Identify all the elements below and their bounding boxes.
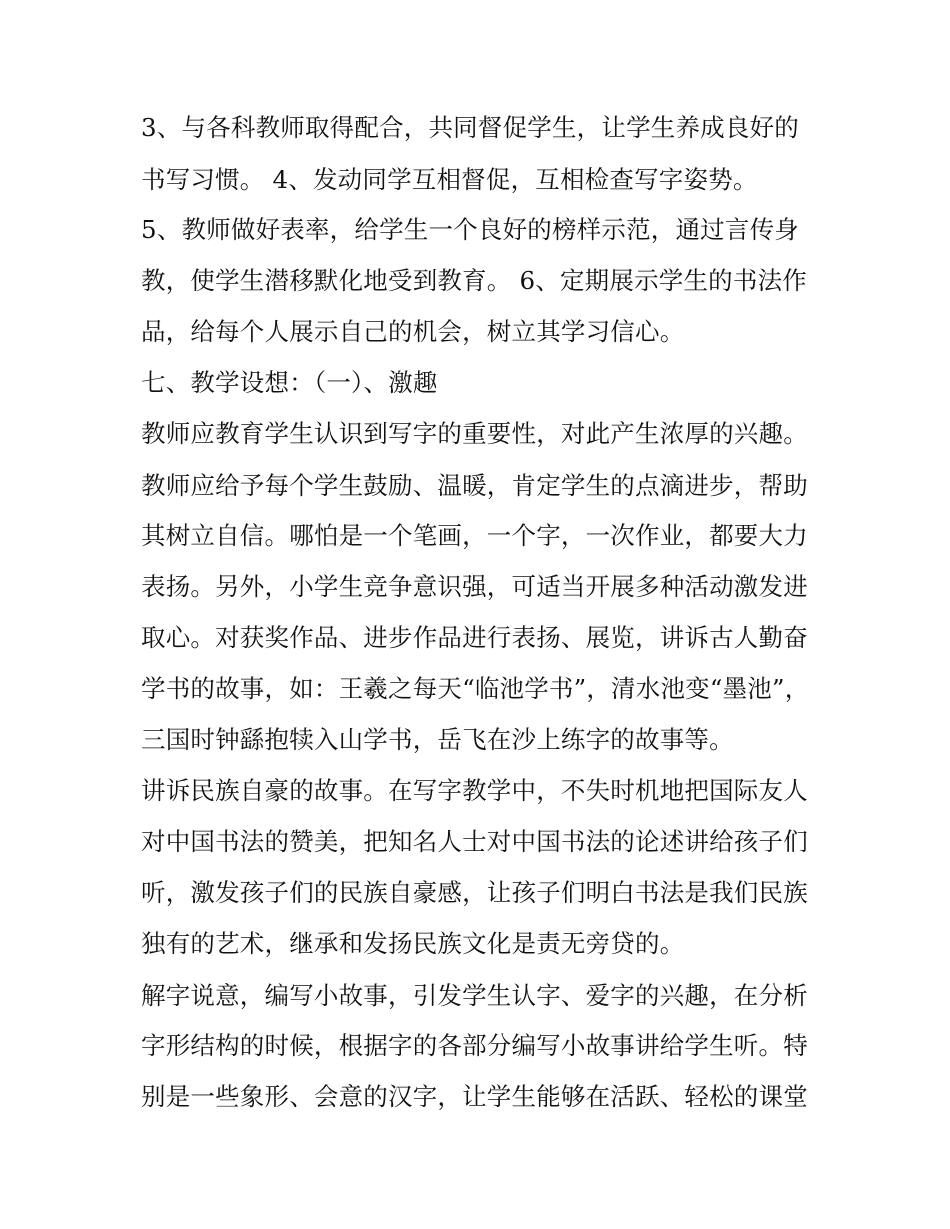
text-line: 学书的故事，如：王羲之每天“临池学书”，清水池变“墨池”， [141,674,810,703]
text-line: 独有的艺术，继承和发扬民族文化是责无旁贷的。 [141,929,685,958]
text-line: 教师应给予每个学生鼓励、温暖，肯定学生的点滴进步，帮助 [141,471,808,500]
text-line: 别是一些象形、会意的汉字，让学生能够在活跃、轻松的课堂 [141,1082,808,1111]
text-line: 品，给每个人展示自己的机会，树立其学习信心。 [141,317,685,346]
text-line: 三国时钟繇抱犊入山学书，岳飞在沙上练字的故事等。 [141,725,734,754]
text-line: 5、教师做好表率，给学生一个良好的榜样示范，通过言传身 [141,215,799,244]
text-line: 取心。对获奖作品、进步作品进行表扬、展览，讲诉古人勤奋 [141,623,808,652]
text-line: 字形结构的时候，根据字的各部分编写小故事讲给学生听。特 [141,1031,808,1060]
text-line: 听，激发孩子们的民族自豪感，让孩子们明白书法是我们民族 [141,878,808,907]
text-line: 对中国书法的赞美，把知名人士对中国书法的论述讲给孩子们 [141,827,808,856]
text-line: 教，使学生潜移默化地受到教育。 6、定期展示学生的书法作 [141,266,807,295]
text-line: 讲诉民族自豪的故事。在写字教学中，不失时机地把国际友人 [141,776,808,805]
section-heading: 七、教学设想：（一）、激趣 [141,368,438,397]
text-line: 3、与各科教师取得配合，共同督促学生，让学生养成良好的 [141,113,799,142]
text-line: 书写习惯。 4、发动同学互相督促，互相检查写字姿势。 [141,165,758,194]
text-line: 解字说意，编写小故事，引发学生认字、爱字的兴趣，在分析 [141,981,808,1010]
text-line: 其树立自信。哪怕是一个笔画，一个字，一次作业，都要大力 [141,521,808,550]
text-line: 表扬。另外，小学生竞争意识强，可适当开展多种活动激发进 [141,572,808,601]
text-line: 教师应教育学生认识到写字的重要性，对此产生浓厚的兴趣。 [141,419,808,448]
